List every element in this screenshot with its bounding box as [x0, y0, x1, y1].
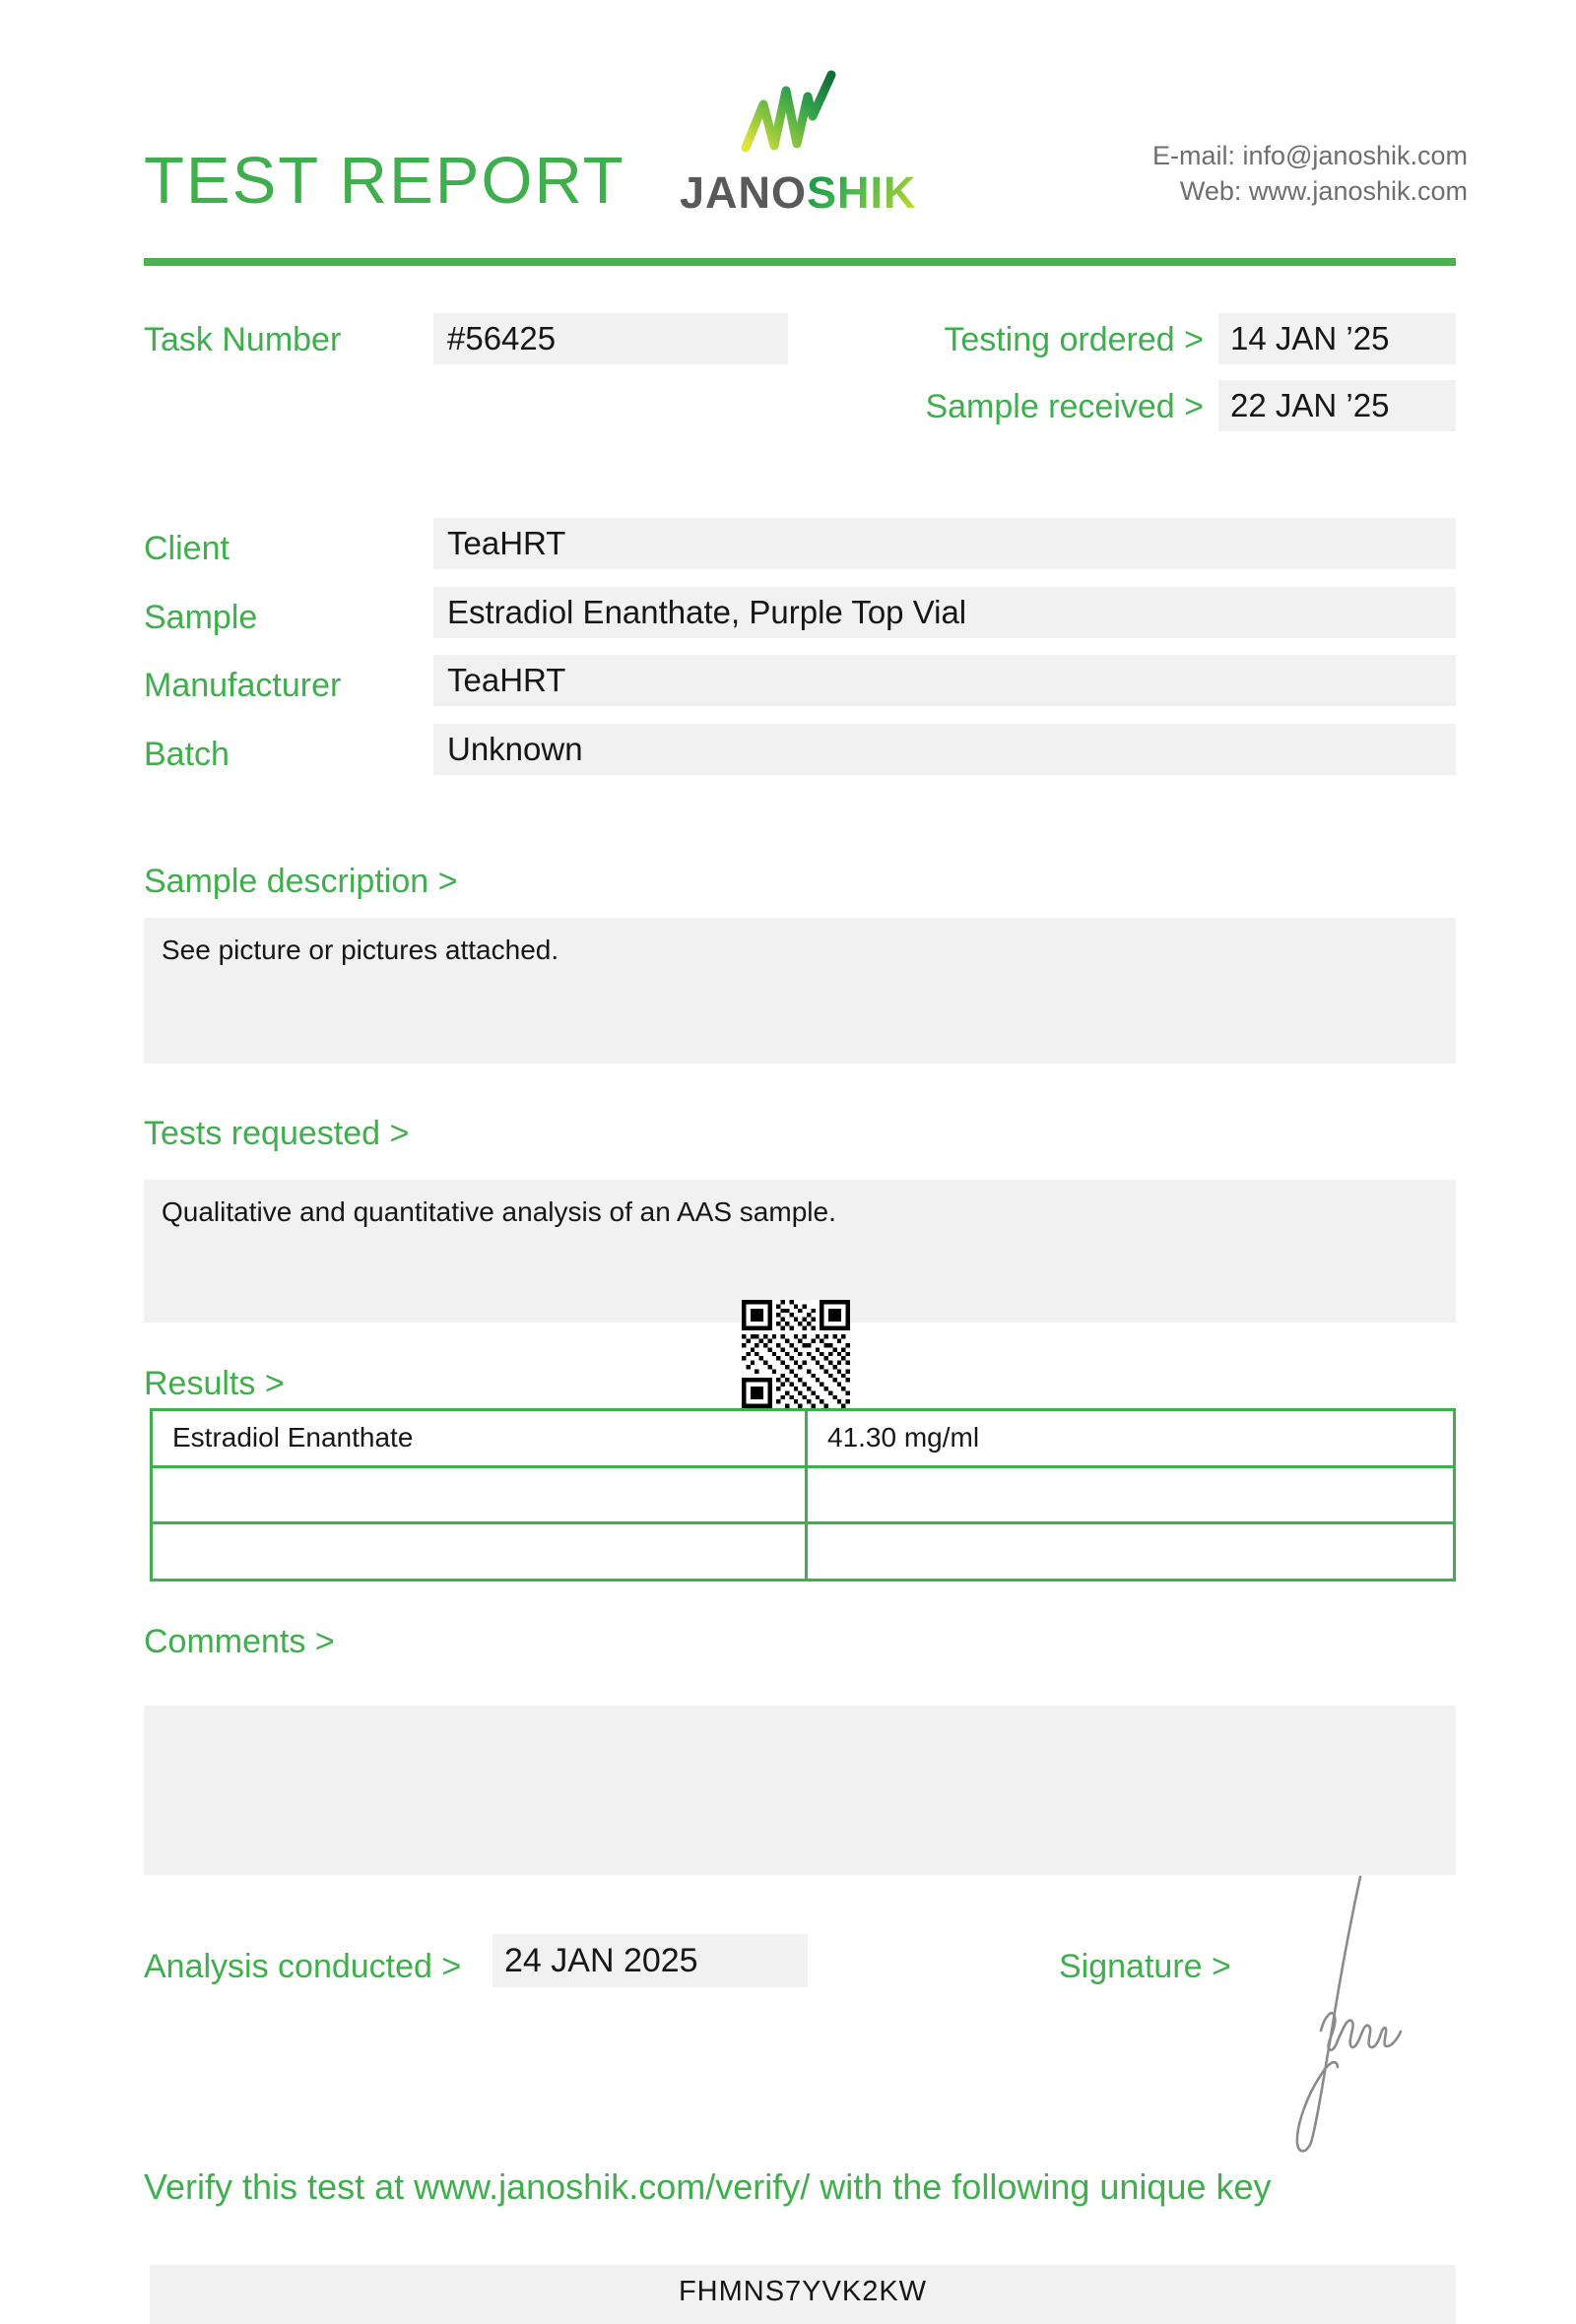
manufacturer-label: Manufacturer [144, 667, 342, 704]
table-row [152, 1410, 1455, 1467]
verify-key-field [150, 2265, 1456, 2324]
logo-text-shik: SHIK [807, 167, 917, 218]
batch-value: Unknown [447, 731, 583, 767]
sample-description-box [144, 918, 1456, 1064]
client-label: Client [144, 530, 230, 567]
signature-image [1266, 1871, 1404, 2166]
result-value: 41.30 mg/ml [807, 1410, 1455, 1467]
logo-text-jano: JANO [680, 167, 808, 218]
web-line: Web: www.janoshik.com [1179, 176, 1468, 206]
task-number-field [433, 313, 788, 364]
sample-field [433, 587, 1456, 638]
analysis-conducted-label: Analysis conducted > [144, 1948, 462, 1985]
logo-wordmark [680, 167, 916, 219]
result-name: Estradiol Enanthate [152, 1410, 807, 1467]
batch-label: Batch [144, 736, 230, 773]
verify-instruction: Verify this test at www.janoshik.com/verify/ with the following unique key [144, 2166, 1272, 2207]
comments-text [144, 1706, 1456, 1721]
client-field [433, 518, 1456, 569]
manufacturer-field [433, 655, 1456, 706]
testing-ordered-value: 14 JAN ’25 [1230, 320, 1390, 356]
result-value [807, 1466, 1455, 1523]
testing-ordered-field [1218, 313, 1456, 364]
sample-received-value: 22 JAN ’25 [1230, 387, 1390, 423]
manufacturer-value: TeaHRT [447, 662, 566, 698]
testing-ordered-label: Testing ordered > [944, 321, 1204, 358]
header-divider [144, 258, 1456, 266]
page-title: TEST REPORT [144, 144, 625, 218]
results-table [150, 1408, 1456, 1582]
growth-chart-icon [741, 67, 839, 165]
task-number-label: Task Number [144, 321, 342, 358]
result-value [807, 1523, 1455, 1581]
task-number-value: #56425 [447, 320, 557, 356]
verify-key-value: FHMNS7YVK2KW [678, 2276, 928, 2307]
tests-requested-text: Qualitative and quantitative analysis of an AAS sample. [162, 1196, 836, 1227]
sample-description-heading: Sample description > [144, 863, 458, 900]
contact-block [1152, 138, 1468, 209]
client-value: TeaHRT [447, 525, 566, 561]
sample-received-field [1218, 380, 1456, 431]
signature-label: Signature > [1059, 1948, 1231, 1985]
sample-received-label: Sample received > [925, 388, 1204, 425]
email-line: E-mail: info@janoshik.com [1151, 141, 1468, 170]
sample-value: Estradiol Enanthate, Purple Top Vial [447, 594, 967, 630]
table-row [152, 1466, 1455, 1523]
comments-heading: Comments > [144, 1623, 335, 1660]
sample-description-text: See picture or pictures attached. [162, 935, 559, 965]
sample-label: Sample [144, 599, 258, 636]
results-heading: Results > [144, 1365, 285, 1402]
analysis-date-value: 24 JAN 2025 [504, 1942, 698, 1979]
tests-requested-heading: Tests requested > [144, 1115, 410, 1152]
comments-box [144, 1706, 1456, 1875]
batch-field [433, 724, 1456, 775]
table-row [152, 1523, 1455, 1581]
qr-code-icon [742, 1300, 850, 1408]
analysis-date-field [492, 1934, 808, 1987]
result-name [152, 1523, 807, 1581]
result-name [152, 1466, 807, 1523]
